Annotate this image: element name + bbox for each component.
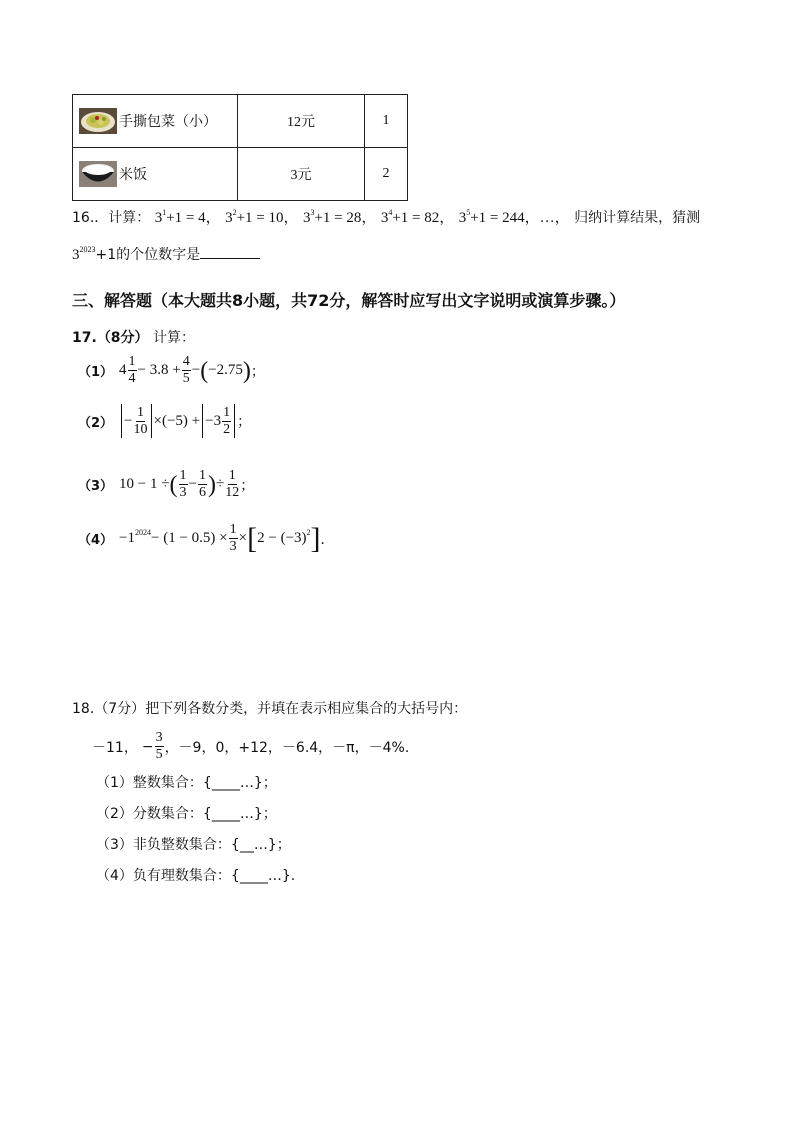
set-negative-rationals[interactable]: （4）负有理数集合：{____…}.	[96, 868, 296, 884]
menu-table	[72, 94, 408, 201]
set-nonnegative-integers[interactable]: （3）非负整数集合：{__…}；	[96, 837, 291, 853]
set-fractions[interactable]: （2）分数集合：{____…}；	[96, 806, 277, 822]
set-integers[interactable]: （1）整数集合：{____…}；	[96, 775, 277, 791]
question-17: 17.（8分） 计算：	[72, 330, 196, 346]
number-list: －11， − $\frac{3}{5}$ ，－9，0，+12，－6.4，－π，－4%.	[92, 730, 410, 762]
table-row	[73, 95, 408, 148]
dish-price: 3元	[238, 148, 365, 201]
section-heading: 三、解答题（本大题共8小题，共72分，解答时应写出文字说明或演算步骤。）	[72, 291, 626, 310]
table-row	[73, 148, 408, 201]
question-16-line2: $3^{2023}+1$的个位数字是	[72, 244, 260, 264]
cabbage-dish-icon	[79, 108, 117, 134]
expression-1: （1） 4 $\frac{1}{4}$ − 3.8 + $\frac{4}{5}$ − ( −2.75 ) ；	[78, 354, 265, 386]
dish-name: 手撕包菜（小）	[119, 114, 217, 130]
question-16: 16.．计算： $3^1+1 = 4$， $3^2+1 = 10$， $3^3+1 = 28$， $3^4+1 = 82$， $3^5+1 = 244$，…， 归纳计算结果，猜测	[72, 208, 701, 226]
rice-bowl-icon	[79, 161, 117, 187]
expression-2: （2） − $\frac{1}{10}$ ×(−5) + −3 $\frac{1}{2}$ ；	[78, 404, 252, 437]
dish-qty: 1	[365, 95, 408, 148]
expression-3: （3） 10 − 1 ÷ ( $\frac{1}{3}$ − $\frac{1}{6}$ ) ÷ $\frac{1}{12}$ ；	[78, 468, 255, 500]
expression-4: （4） $-1^{2024}$ − (1 − 0.5) × $\frac{1}{3}$ × [ $2 - (-3)^2$ ] ．	[78, 521, 335, 555]
question-number: 16.	[72, 210, 95, 226]
answer-blank[interactable]	[200, 246, 260, 259]
dish-name: 米饭	[119, 167, 147, 183]
dish-qty: 2	[365, 148, 408, 201]
question-18: 18.（7分）把下列各数分类，并填在表示相应集合的大括号内：	[72, 701, 468, 717]
dish-price: 12元	[238, 95, 365, 148]
